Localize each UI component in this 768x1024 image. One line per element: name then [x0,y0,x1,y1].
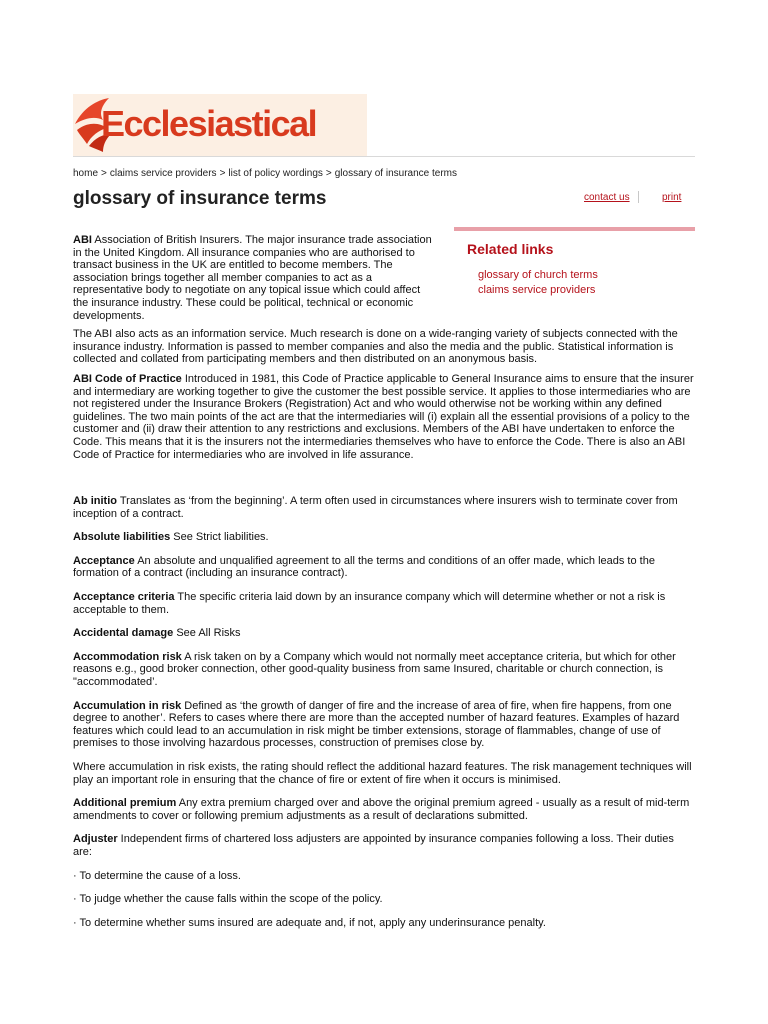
related-link-claims-service-providers[interactable]: claims service providers [478,284,596,296]
entry-term: Acceptance [73,554,135,567]
entry-term: Accommodation risk [73,650,182,663]
related-links-heading: Related links [467,241,554,257]
entry-term: Acceptance criteria [73,591,175,604]
entry-definition: Translates as ‘from the beginning’. A term often used in circumstances where insurers wish to terminate cover from inception of a contract. [73,495,678,520]
entry-definition: Where accumulation in risk exists, the rating should reflect the additional hazard features. The risk management techniques will play an important role in ensuring that the chance of fire or extent of fire when it occurs is minimised. [73,761,692,786]
glossary-entry [73,651,695,689]
glossary-entry [73,833,695,858]
glossary-bullet [73,893,695,906]
glossary-entry [73,531,695,544]
glossary-paragraph [73,761,695,786]
logo[interactable] [73,94,367,156]
breadcrumb-separator: > [325,168,332,179]
entry-term: ABI Code of Practice [73,372,182,385]
glossary-entry [73,495,695,520]
breadcrumb-home[interactable]: home [73,168,99,179]
entry-definition: Introduced in 1981, this Code of Practice applicable to General Insurance aims to ensure that the insurer and intermediary are working together to give the customer the best possible service. It applies to those intermediaries who are not registered under the Insurance Brokers (Registration) Act and who would otherwise not be working within any defined guidelines. The two main points of the act are that the intermediaries will (i) explain all the essential provisions of a policy to the customer and (ii) draw their attention to any restrictions and exclusions. Members of the ABI have undertaken to enforce the Code. This means that it is the insurers not the intermediaries themselves who have to enforce the Code. There is also an ABI Code of Practice for intermediaries who are involved in life assurance. [73,372,694,461]
glossary-entry [73,373,695,461]
entry-definition: See Strict liabilities. [170,531,269,544]
entry-definition: Association of British Insurers. The major insurance trade association in the United Kingdom. All insurance companies who are authorised to transact business in the UK are entitled to become members. The association brings together all member companies to act as a representative body to negotiate on any topical issue which could affect the insurance industry. These could be political, technical or economic developments. [73,234,432,322]
entry-term: Absolute liabilities [73,531,171,544]
breadcrumb-claims-service-providers[interactable]: claims service providers [109,168,217,179]
utility-divider [638,191,639,203]
glossary-entry [73,627,695,640]
breadcrumb-separator: > [219,168,226,179]
breadcrumb-list-of-policy-wordings[interactable]: list of policy wordings [228,168,323,179]
entry-definition: · To judge whether the cause falls within the scope of the policy. [73,893,383,906]
glossary-bullet [73,870,695,883]
print-link[interactable]: print [662,192,682,203]
glossary-paragraph [73,328,695,366]
glossary-entry [73,555,695,580]
entry-definition: A risk taken on by a Company which would not normally meet acceptance criteria, but which for other reasons e.g., good broker connection, other good-quality business from same Insured, charitable or church connection, is "accommodated’. [73,650,676,689]
entry-definition: Any extra premium charged over and above the original premium agreed - usually as a result of mid-term amendments to cover or following premium adjustments as a result of declarations submitted. [73,797,690,822]
entry-term: Accidental damage [73,627,174,640]
glossary-entry [73,234,433,322]
entry-definition: Independent firms of chartered loss adjusters are appointed by insurance companies following a loss. Their duties are: [73,833,674,858]
entry-term: Ab initio [73,495,117,508]
entry-term: ABI [73,234,92,246]
glossary-entry [73,700,695,750]
entry-term: Adjuster [73,833,118,846]
entry-definition: · To determine whether sums insured are adequate and, if not, apply any underinsurance penalty. [73,916,546,929]
entry-term: Accumulation in risk [73,699,182,712]
breadcrumb [73,168,457,179]
entry-definition: Defined as ‘the growth of danger of fire and the increase of area of fire, when fire happens, from one degree to another’. Refers to cases where there are more than the accepted number of hazard features. Examples of hazard features which could lead to an accumulation in risk might be timber extensions, storage of flammables, change of use of premises to those involving hazardous processes, construction of premises close by. [73,699,680,750]
page-title: glossary of insurance terms [73,188,327,209]
header-divider [73,156,695,157]
breadcrumb-separator: > [101,168,107,179]
glossary-entry [73,591,695,616]
logo-text: Ecclesiastical [101,103,317,144]
breadcrumb-current: glossary of insurance terms [334,168,458,179]
contact-us-link[interactable]: contact us [584,192,630,203]
related-link-glossary-of-church-terms[interactable]: glossary of church terms [478,269,598,281]
entry-term: Additional premium [73,797,177,810]
glossary-bullet [73,917,695,930]
entry-definition: See All Risks [173,627,241,640]
entry-definition: An absolute and unqualified agreement to all the terms and conditions of an offer made, which leads to the formation of a contract (including an insurance contract). [73,554,655,580]
entry-definition: The ABI also acts as an information service. Much research is done on a wide-ranging variety of subjects connected with the insurance industry. Information is passed to member companies and also the media and the public. Statistical information is collected and collated from participating members and then distributed on an anonymous basis. [73,328,678,366]
glossary-entry [73,797,695,822]
glossary-content [73,234,695,929]
entry-definition: The specific criteria laid down by an insurance company which will determine whether or not a risk is acceptable to them. [73,591,666,616]
entry-definition: · To determine the cause of a loss. [73,869,241,882]
